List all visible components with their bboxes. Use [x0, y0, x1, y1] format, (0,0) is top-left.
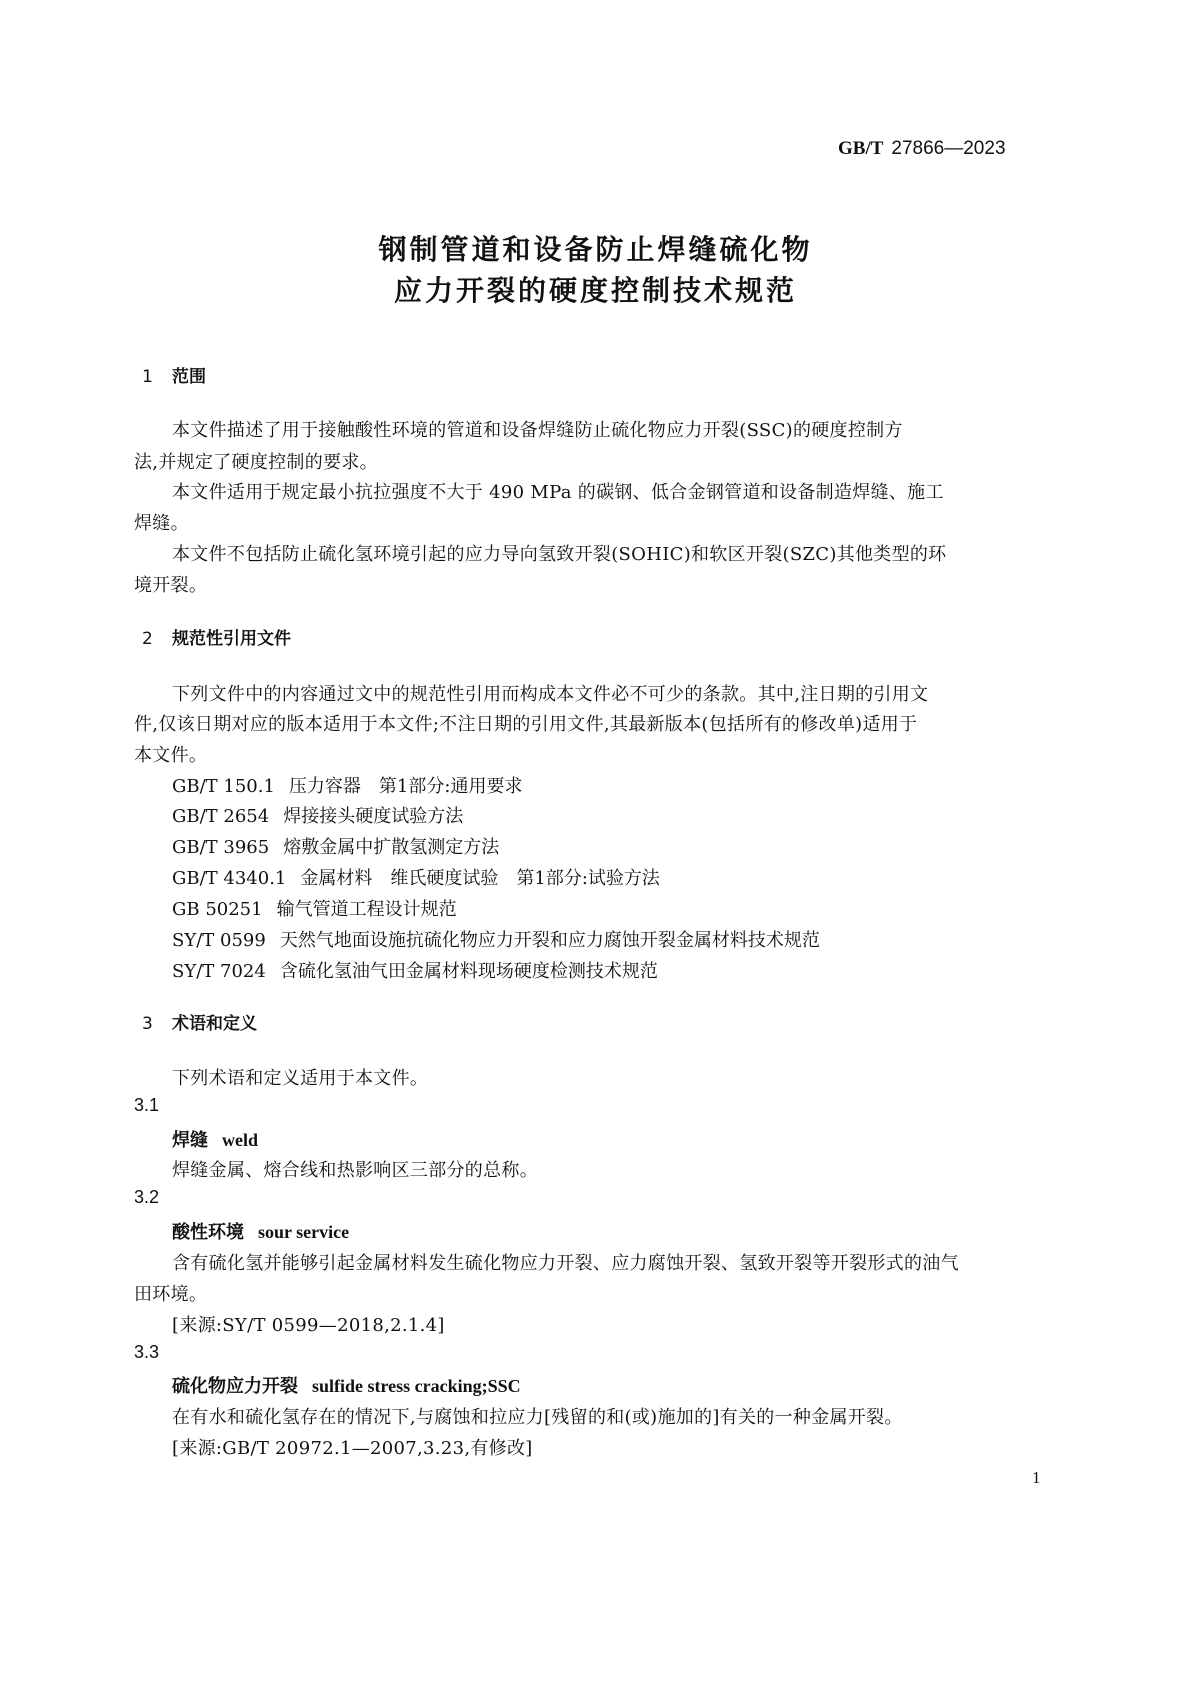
standard-prefix: GB/T [838, 138, 884, 159]
section-title: 术语和定义 [172, 1014, 257, 1034]
term-heading [172, 1218, 349, 1244]
term-definition: 田环境。 [134, 1284, 208, 1305]
paragraph-line: 本文件。 [134, 745, 208, 766]
term-source: [来源:SY/T 0599—2018,2.1.4] [172, 1315, 445, 1336]
reference-item [172, 926, 820, 952]
standard-number: 27866—2023 [891, 138, 1006, 159]
paragraph-line: 下列术语和定义适用于本文件。 [172, 1068, 429, 1089]
section-title: 规范性引用文件 [172, 629, 291, 649]
reference-code: GB/T 2654 [172, 806, 270, 827]
reference-title: 压力容器 第1部分:通用要求 [288, 776, 523, 797]
paragraph-line: 境开裂。 [134, 575, 208, 596]
paragraph-line: 法,并规定了硬度控制的要求。 [134, 452, 378, 473]
section-number: 1 [142, 367, 153, 387]
section-number: 3 [142, 1014, 153, 1034]
term-heading [172, 1126, 258, 1152]
paragraph-line: 件,仅该日期对应的版本适用于本文件;不注日期的引用文件,其最新版本(包括所有的修改单)适用于 [134, 714, 918, 735]
reference-title: 含硫化氢油气田金属材料现场硬度检测技术规范 [279, 961, 658, 982]
reference-code: SY/T 7024 [172, 961, 266, 982]
paragraph-line: 本文件适用于规定最小抗拉强度不大于 490 MPa 的碳钢、低合金钢管道和设备制造焊缝、施工 [172, 482, 944, 503]
reference-code: GB 50251 [172, 899, 263, 920]
term-definition: 含有硫化氢并能够引起金属材料发生硫化物应力开裂、应力腐蚀开裂、氢致开裂等开裂形式的油气 [172, 1253, 959, 1274]
reference-title: 金属材料 维氏硬度试验 第1部分:试验方法 [300, 868, 660, 889]
term-definition: 在有水和硫化氢存在的情况下,与腐蚀和拉应力[残留的和(或)施加的]有关的一种金属开裂。 [172, 1407, 903, 1428]
term-zh: 焊缝 [172, 1130, 208, 1151]
reference-item [172, 864, 660, 890]
term-definition: 焊缝金属、熔合线和热影响区三部分的总称。 [172, 1160, 538, 1181]
section-heading-3 [142, 1009, 257, 1034]
reference-item [172, 957, 658, 983]
reference-title: 天然气地面设施抗硫化物应力开裂和应力腐蚀开裂金属材料技术规范 [279, 930, 820, 951]
paragraph-line: 本文件描述了用于接触酸性环境的管道和设备焊缝防止硫化物应力开裂(SSC)的硬度控制方 [172, 420, 903, 441]
reference-item [172, 833, 499, 859]
term-en: weld [222, 1130, 258, 1150]
section-heading-1 [142, 362, 206, 387]
reference-item [172, 772, 522, 798]
standard-code [838, 138, 1006, 160]
term-en: sulfide stress cracking;SSC [312, 1376, 521, 1396]
reference-code: GB/T 3965 [172, 837, 270, 858]
section-heading-2 [142, 624, 291, 649]
section-number: 2 [142, 629, 153, 649]
term-heading [172, 1372, 521, 1398]
term-zh: 酸性环境 [172, 1222, 244, 1243]
term-en: sour service [258, 1222, 350, 1242]
term-zh: 硫化物应力开裂 [172, 1376, 298, 1397]
document-title-line2: 应力开裂的硬度控制技术规范 [393, 274, 797, 307]
reference-code: GB/T 150.1 [172, 776, 275, 797]
paragraph-line: 焊缝。 [134, 513, 189, 534]
reference-code: GB/T 4340.1 [172, 868, 287, 889]
document-title-line1: 钢制管道和设备防止焊缝硫化物 [378, 233, 813, 266]
reference-item [172, 895, 457, 921]
term-number: 3.1 [134, 1095, 160, 1115]
paragraph-line: 本文件不包括防止硫化氢环境引起的应力导向氢致开裂(SOHIC)和软区开裂(SZC)其他类型的环 [172, 544, 947, 565]
term-source: [来源:GB/T 20972.1—2007,3.23,有修改] [172, 1438, 533, 1459]
section-title: 范围 [172, 367, 206, 387]
reference-item [172, 802, 463, 828]
reference-code: SY/T 0599 [172, 930, 266, 951]
page-number: 1 [1032, 1468, 1041, 1487]
reference-title: 输气管道工程设计规范 [276, 899, 457, 920]
paragraph-line: 下列文件中的内容通过文中的规范性引用而构成本文件必不可少的条款。其中,注日期的引用文 [172, 684, 929, 705]
term-number: 3.3 [134, 1342, 160, 1362]
reference-title: 焊接接头硬度试验方法 [283, 806, 464, 827]
reference-title: 熔敷金属中扩散氢测定方法 [283, 837, 500, 858]
term-number: 3.2 [134, 1187, 160, 1207]
